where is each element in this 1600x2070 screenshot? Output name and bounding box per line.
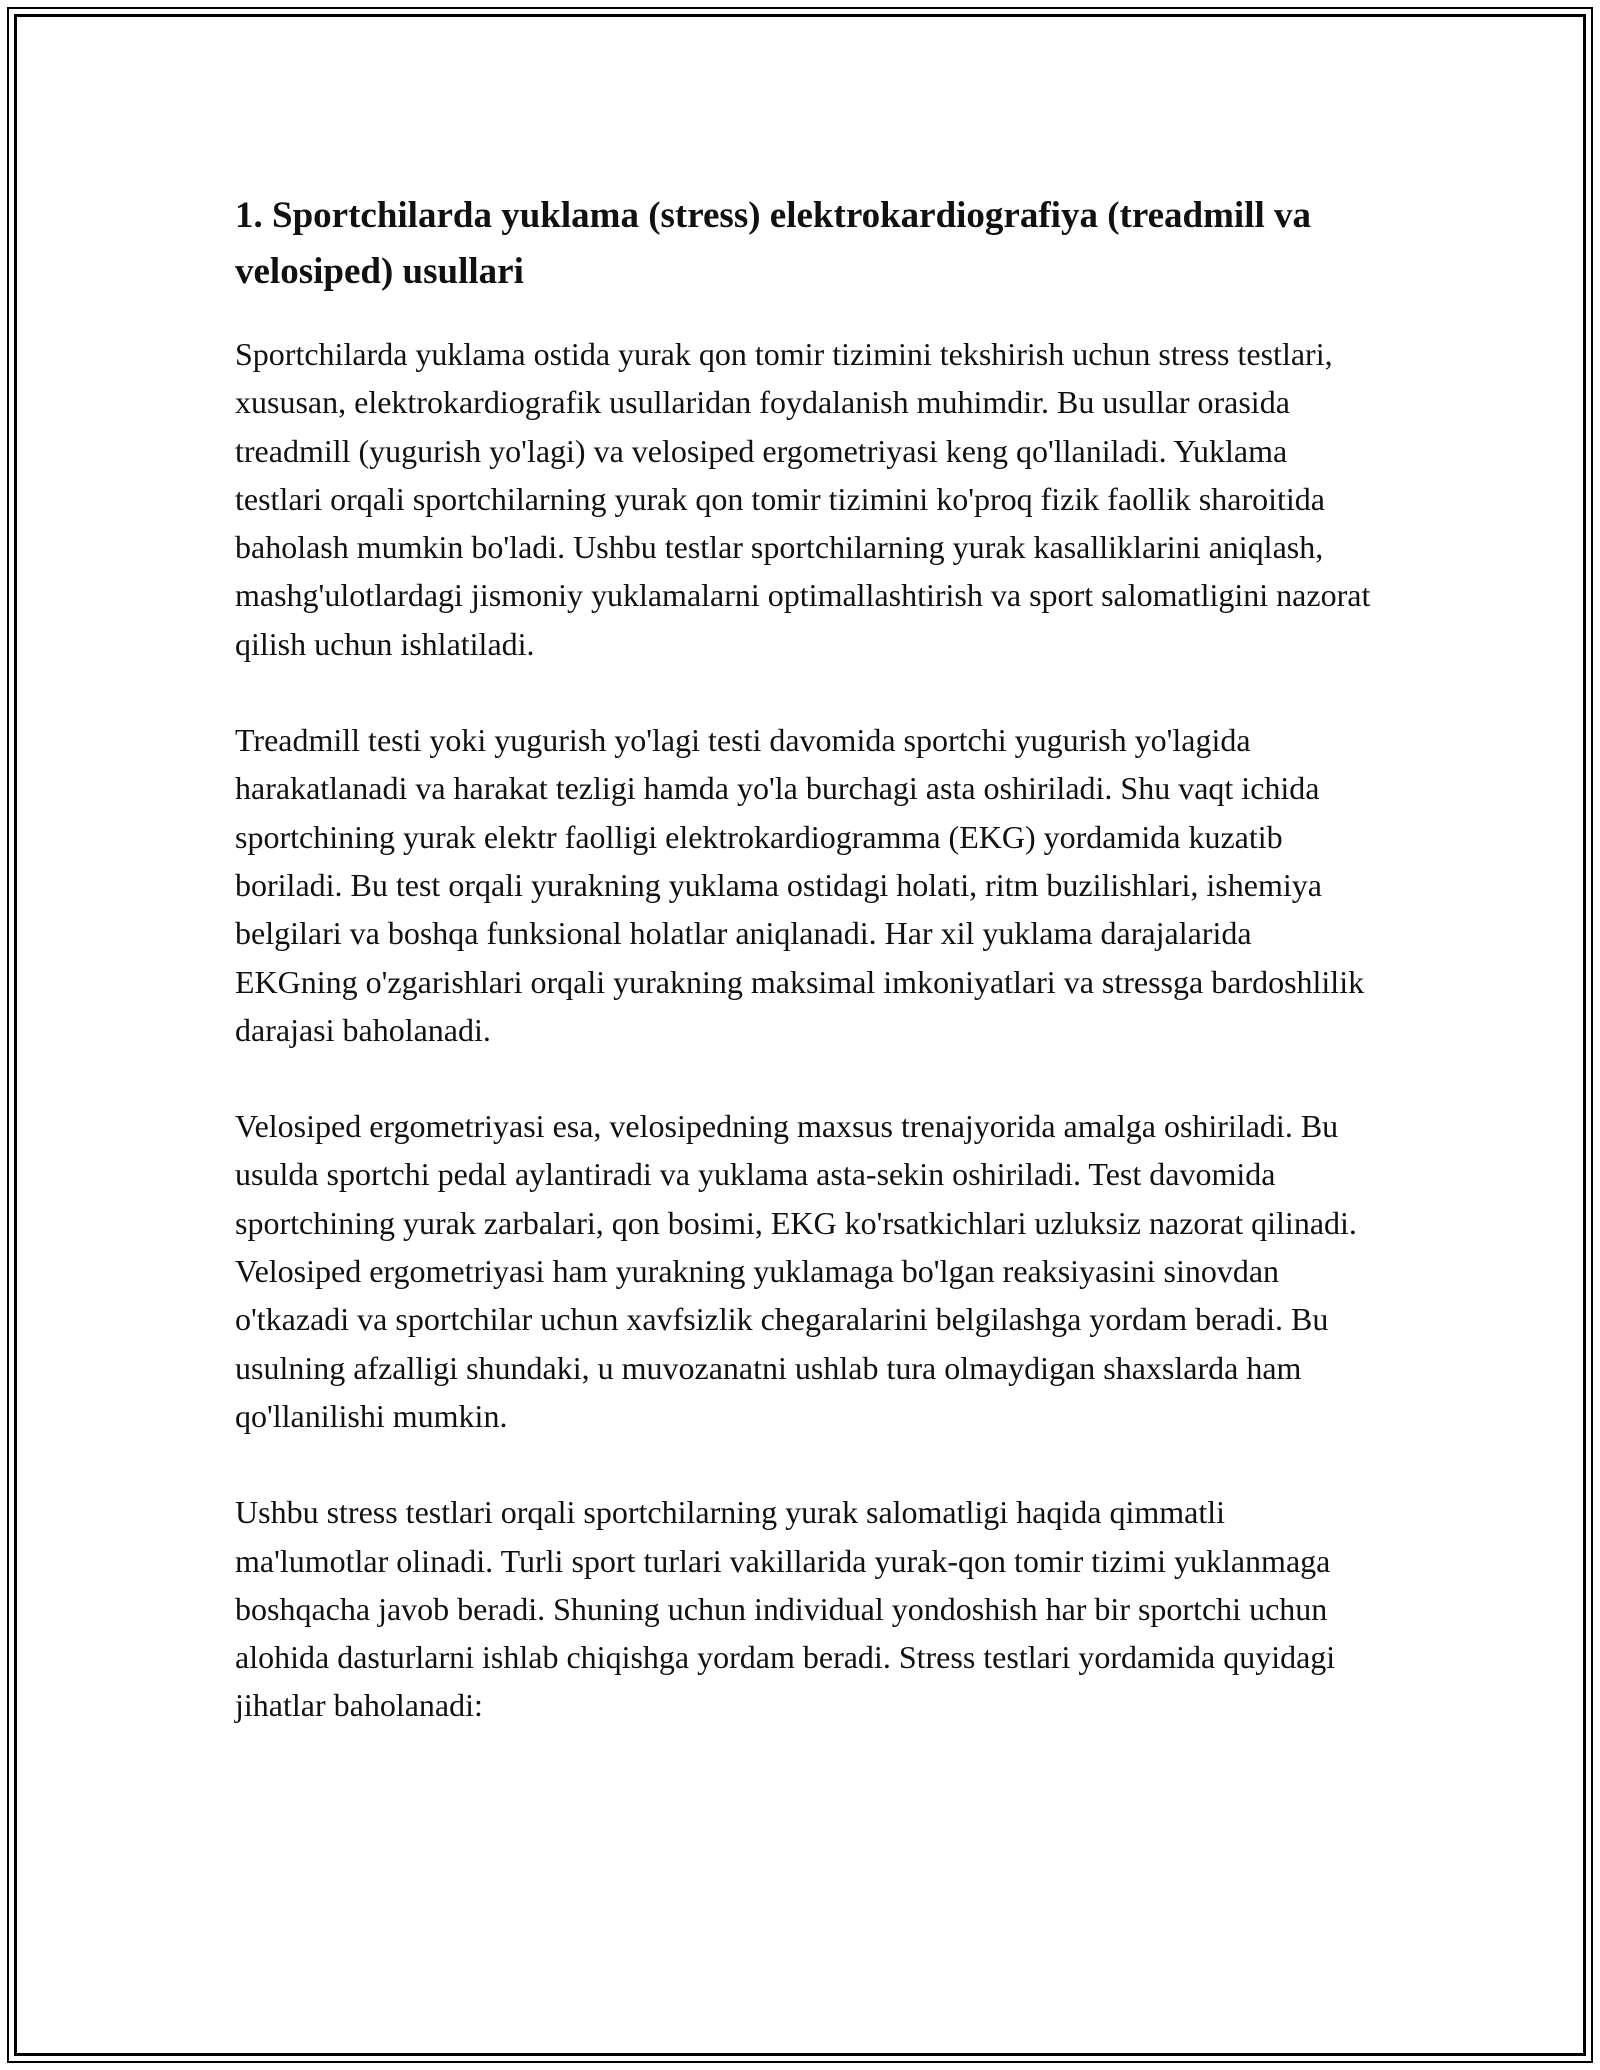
paragraph-treadmill: Treadmill testi yoki yugurish yo'lagi testi davomida sportchi yugurish yo'lagida harakatlanadi va harakat tezligi hamda yo'la burchagi asta oshiriladi. Shu vaqt ichida sportchining yurak elektr faolligi elektrokardiogramma (EKG) yordamida kuzatib boriladi. Bu test orqali yurakning yuklama ostidagi holati, ritm buzilishlari, ishemiya belgilari va boshqa funksional holatlar aniqlanadi. Har xil yuklama darajalarida EKGning o'zgarishlari orqali yurakning maksimal imkoniyatlari va stressga bardoshlilik darajasi baholanadi. xyxy=(235,722,1365,1048)
paragraph-intro: Sportchilarda yuklama ostida yurak qon tomir tizimini tekshirish uchun stress testlari, xususan, elektrokardiografik usullaridan foydalanish muhimdir. Bu usullar orasida treadmill (yugurish yo'lagi) va velosiped ergometriyasi keng qo'llaniladi. Yuklama testlari orqali sportchilarning yurak qon tomir tizimini ko'proq fizik faollik sharoitida baholash mumkin bo'ladi. Ushbu testlar sportchilarning yurak kasalliklarini aniqlash, mashg'ulotlardagi jismoniy yuklamalarni optimallashtirish va sport salomatligini nazorat qilish uchun ishlatiladi. xyxy=(235,336,1371,662)
paragraph-summary: Ushbu stress testlari orqali sportchilarning yurak salomatligi haqida qimmatli ma'lumotlar olinadi. Turli sport turlari vakillarida yurak-qon tomir tizimi yuklanmaga boshqacha javob beradi. Shuning uchun individual yondoshish har bir sportchi uchun alohida dasturlarni ishlab chiqishga yordam beradi. Stress testlari yordamida quyidagi jihatlar baholanadi: xyxy=(235,1494,1336,1724)
section-heading: 1. Sportchilarda yuklama (stress) elektrokardiografiya (treadmill va velosiped) usullari xyxy=(235,195,1312,292)
paragraph-velosiped: Velosiped ergometriyasi esa, velosipedning maxsus trenajyorida amalga oshiriladi. Bu usulda sportchi pedal aylantiradi va yuklama asta-sekin oshiriladi. Test davomida sportchining yurak zarbalari, qon bosimi, EKG ko'rsatkichlari uzluksiz nazorat qilinadi. Velosiped ergometriyasi ham yurakning yuklamaga bo'lgan reaksiyasini sinovdan o'tkazadi va sportchilar uchun xavfsizlik chegaralarini belgilashga yordam beradi. Bu usulning afzalligi shundaki, u muvozanatni ushlab tura olmaydigan shaxslarda ham qo'llanilishi mumkin. xyxy=(235,1108,1357,1434)
document-body xyxy=(235,188,1375,1778)
